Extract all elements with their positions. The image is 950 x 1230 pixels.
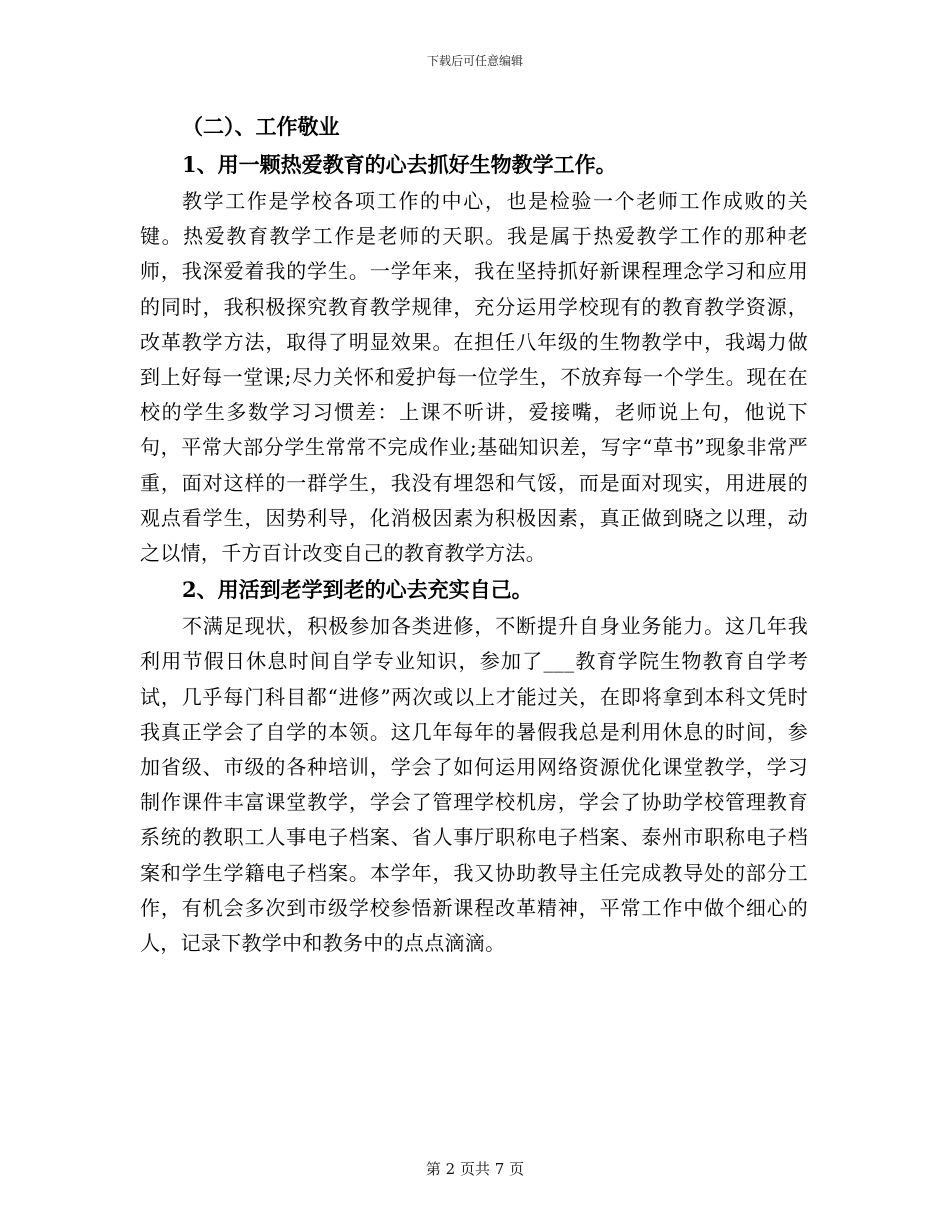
paragraph-2: 不满足现状，积极参加各类进修，不断提升自身业务能力。这几年我利用节假日休息时间自学专业知识，参加了___教育学院生物教育自学考试，几乎每门科目都“进修”两次或以上才能过关，在即将拿到本科文凭时我真正学会了自学的本领。这几年每年的暑假我总是利用休息的时间，参加省级、市级的各种培训，学会了如何运用网络资源优化课堂教学，学习制作课件丰富课堂教学，学会了管理学校机房，学会了协助学校管理教育系统的教职工人事电子档案、省人事厅职称电子档案、泰州市职称电子档案和学生学籍电子档案。本学年，我又协助教导主任完成教导处的部分工作，有机会多次到市级学校参悟新课程改革精神，平常工作中做个细心的人，记录下教学中和教务中的点点滴滴。	[140, 614, 808, 956]
download-note: 下载后可任意编辑	[426, 54, 523, 68]
page-number: 第 2 页共 7 页	[425, 1160, 525, 1178]
section-heading: （二）、工作敬业	[182, 114, 340, 139]
subsection-heading-2: 2、用活到老学到老的心去充实自己。	[182, 577, 533, 603]
document-body	[140, 108, 808, 961]
paragraph-1: 教学工作是学校各项工作的中心，也是检验一个老师工作成败的关键。热爱教育教学工作是老师的天职。我是属于热爱教学工作的那种老师，我深爱着我的学生。一学年来，我在坚持抓好新课程理念学习和应用的同时，我积极探究教育教学规律，充分运用学校现有的教育教学资源，改革教学方法，取得了明显效果。在担任八年级的生物教学中，我竭力做到上好每一堂课;尽力关怀和爱护每一位学生，不放弃每一个学生。现在在校的学生多数学习习惯差：上课不听讲，爱接嘴，老师说上句，他说下句，平常大部分学生常常不完成作业;基础知识差，写字“草书”现象非常严重，面对这样的一群学生，我没有埋怨和气馁，而是面对现实，用进展的观点看学生，因势利导，化消极因素为积极因素，真正做到晓之以理，动之以情，千方百计改变自己的教育教学方法。	[140, 189, 808, 566]
subsection-heading-1: 1、用一颗热爱教育的心去抓好生物教学工作。	[182, 152, 617, 177]
